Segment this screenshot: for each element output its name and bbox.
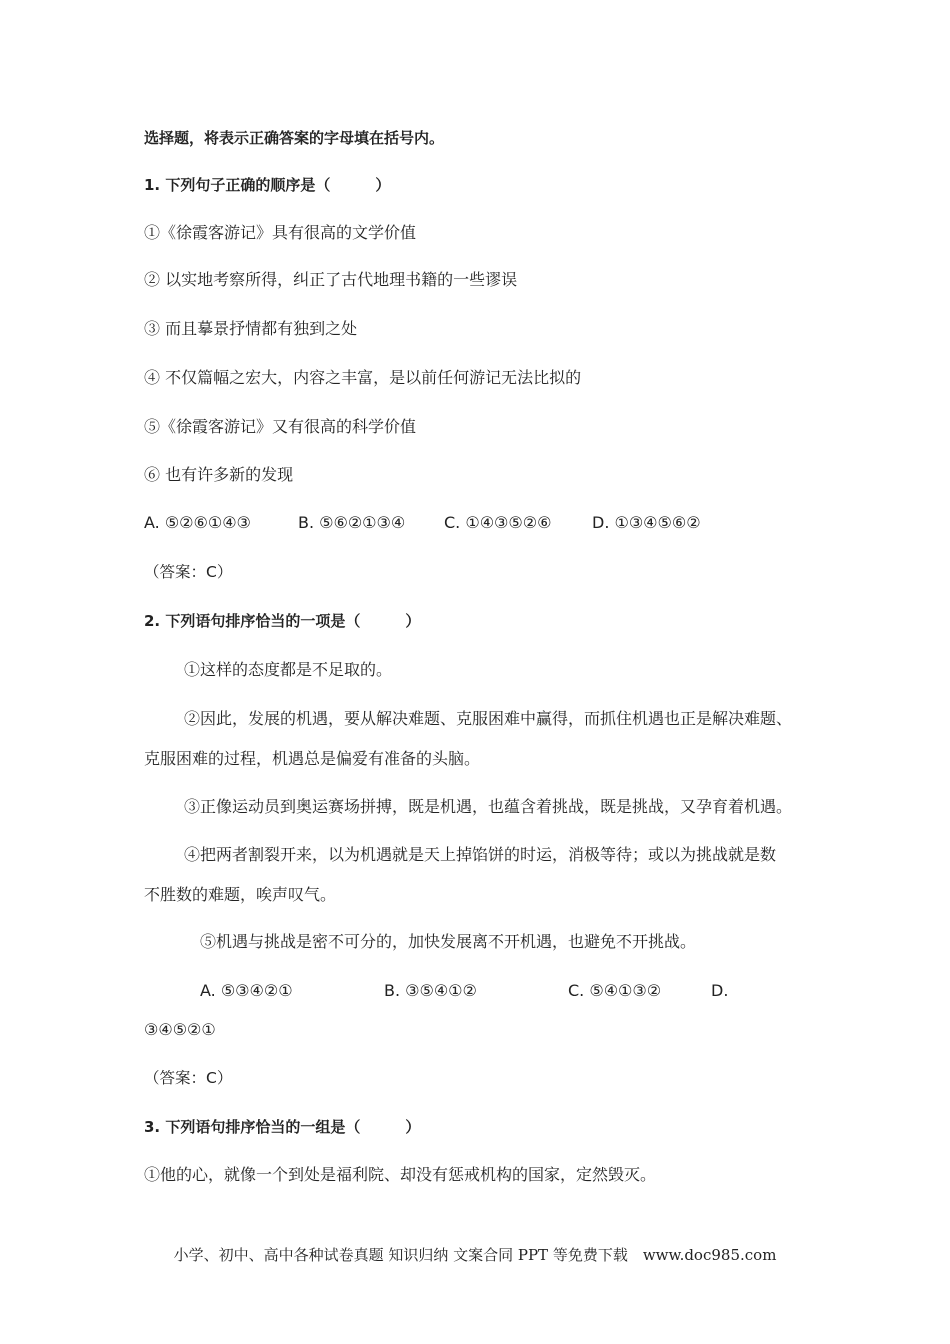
question-2-item: ②因此，发展的机遇，要从解决难题、克服困难中赢得，而抓住机遇也正是解决难题、 bbox=[184, 709, 793, 728]
question-1-option-b: B. ⑤⑥②①③④ bbox=[298, 513, 406, 532]
question-1-item: ③ 而且摹景抒情都有独到之处 bbox=[144, 319, 358, 338]
question-1-option-d: D. ①③④⑤⑥② bbox=[592, 513, 701, 532]
question-1-item: ② 以实地考察所得，纠正了古代地理书籍的一些谬误 bbox=[144, 270, 518, 289]
question-2-option-d-value: ③④⑤②① bbox=[144, 1020, 216, 1039]
question-2-option-a: A. ⑤③④②① bbox=[200, 981, 293, 1000]
question-2-stem: 2. 下列语句排序恰当的一项是（ ） bbox=[144, 612, 421, 630]
question-3-item: ①他的心，就像一个到处是福利院、却没有惩戒机构的国家，定然毁灭。 bbox=[144, 1165, 657, 1184]
question-2-item: ③正像运动员到奥运赛场拼搏，既是机遇，也蕴含着挑战，既是挑战，又孕育着机遇。 bbox=[184, 797, 793, 816]
question-1-item: ①《徐霞客游记》具有很高的文学价值 bbox=[144, 223, 417, 242]
question-1-item: ⑥ 也有许多新的发现 bbox=[144, 465, 294, 484]
question-2-option-d: D. bbox=[711, 981, 729, 1000]
question-3-stem: 3. 下列语句排序恰当的一组是（ ） bbox=[144, 1118, 421, 1136]
question-2-item: ⑤机遇与挑战是密不可分的，加快发展离不开机遇，也避免不开挑战。 bbox=[200, 932, 697, 951]
question-2-answer: （答案：C） bbox=[144, 1069, 233, 1087]
question-2-option-c: C. ⑤④①③② bbox=[568, 981, 662, 1000]
question-1-stem: 1. 下列句子正确的顺序是（ ） bbox=[144, 176, 391, 194]
page-footer: 小学、初中、高中各种试卷真题 知识归纳 文案合同 PPT 等免费下载 www.doc985.com bbox=[173, 1246, 777, 1264]
question-1-answer: （答案：C） bbox=[144, 563, 233, 581]
question-2-item: 不胜数的难题，唉声叹气。 bbox=[144, 885, 337, 904]
question-1-item: ④ 不仅篇幅之宏大，内容之丰富，是以前任何游记无法比拟的 bbox=[144, 368, 582, 387]
question-2-item: ①这样的态度都是不足取的。 bbox=[184, 660, 393, 679]
question-2-item: ④把两者割裂开来，以为机遇就是天上掉馅饼的时运，消极等待；或以为挑战就是数 bbox=[184, 845, 777, 864]
instruction-text: 选择题，将表示正确答案的字母填在括号内。 bbox=[144, 129, 445, 147]
question-2-option-b: B. ③⑤④①② bbox=[384, 981, 477, 1000]
question-1-option-a: A. ⑤②⑥①④③ bbox=[144, 513, 251, 532]
question-2-item: 克服困难的过程，机遇总是偏爱有准备的头脑。 bbox=[144, 749, 481, 768]
question-1-option-c: C. ①④③⑤②⑥ bbox=[444, 513, 552, 532]
question-1-item: ⑤《徐霞客游记》又有很高的科学价值 bbox=[144, 417, 417, 436]
